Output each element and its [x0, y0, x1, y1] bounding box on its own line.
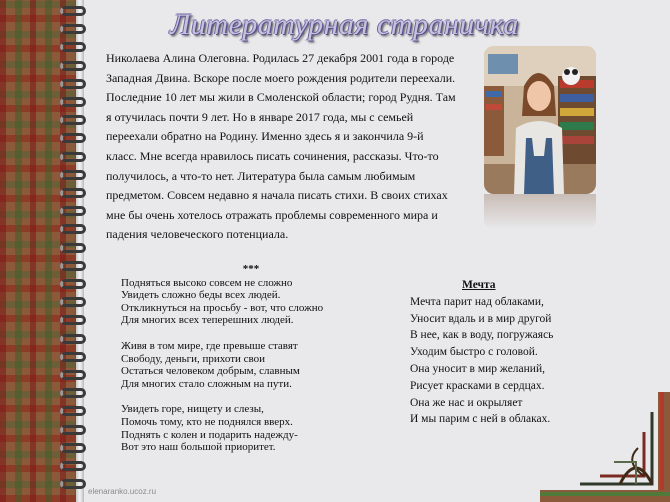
poem-line: Остаться человеком добрым, славным	[121, 365, 300, 378]
author-photo	[484, 46, 596, 194]
binding-ring	[60, 170, 86, 180]
binding-ring	[60, 461, 86, 471]
poem-line: Для многих всех теперешних людей.	[121, 314, 294, 327]
poem-untitled-title: ***	[242, 263, 260, 275]
binding-ring	[60, 79, 86, 89]
binding-ring	[60, 443, 86, 453]
binding-ring	[60, 97, 86, 107]
celtic-corner-ornament	[540, 392, 670, 502]
author-bio: Николаева Алина Олеговна. Родилась 27 декабря 2001 года в городе Западная Двина. Вскоре после моего рождения родители переехали. Последние 10 лет мы жили в Смоленской области; город Рудня. Там я отучилась почти 9 лет. Но в январе 2017 года, мы с семьей переехали обратно на Родину. Именно здесь я и закончила 9-й класс. Мне всегда нравилось писать сочинения, рассказы. Что-то получилось, а что-то нет. Литература была самым любимым предметом. Совсем недавно я начала писать стихи. В своих стихах мне бы очень хотелось отражать проблемы современного мира и падения человеческого потенциала.	[106, 51, 456, 242]
photo-reflection	[484, 194, 596, 230]
binding-ring	[60, 243, 86, 253]
poem-stanza	[121, 277, 381, 327]
binding-ring	[60, 115, 86, 125]
poem-line: Уходим быстро с головой.	[410, 346, 538, 359]
poem-line: Увидеть горе, нищету и слезы,	[121, 403, 264, 416]
binding-ring	[60, 388, 86, 398]
binding-ring	[60, 479, 86, 489]
binding-ring	[60, 152, 86, 162]
poem-line: Увидеть сложно беды всех людей.	[121, 289, 281, 302]
poem-mechta-title: Мечта	[462, 279, 496, 291]
poem-line: Живя в том мире, где превыше ставят	[121, 339, 298, 352]
poem-line: Она уносит в мир желаний,	[410, 362, 545, 375]
binding-ring	[60, 425, 86, 435]
binding-ring	[60, 261, 86, 271]
binding-ring	[60, 352, 86, 362]
poem-line: В нее, как в воду, погружаясь	[410, 329, 554, 342]
poem-line: Подняться высоко совсем не сложно	[121, 276, 293, 289]
poem-line: Мечта парит над облаками,	[410, 295, 544, 308]
binding-ring	[60, 370, 86, 380]
binding-ring	[60, 61, 86, 71]
binding-ring	[60, 315, 86, 325]
page-title: Литературная страничка	[170, 8, 519, 41]
binding-ring	[60, 297, 86, 307]
poem-line: И мы парим с ней в облаках.	[410, 413, 551, 426]
poem-line: Рисует красками в сердцах.	[410, 379, 545, 392]
binding-ring	[60, 206, 86, 216]
binding-ring	[60, 279, 86, 289]
poem-stanza	[121, 403, 381, 453]
binding-ring	[60, 334, 86, 344]
poem-line: Поднять с колен и подарить надежду-	[121, 428, 298, 441]
binding-ring	[60, 133, 86, 143]
poem-line: Уносит вдаль и в мир другой	[410, 312, 552, 325]
binding-ring	[60, 188, 86, 198]
poem-line: Свободу, деньги, прихоти свои	[121, 352, 266, 365]
binding-ring	[60, 406, 86, 416]
binding-ring	[60, 42, 86, 52]
poem-line: Вот это наш большой приоритет.	[121, 441, 276, 454]
poem-line: Откликнуться на просьбу - вот, что сложно	[121, 301, 324, 314]
poem-untitled	[121, 263, 381, 467]
poem-line: Она же нас и окрыляет	[410, 396, 523, 409]
binding-ring	[60, 6, 86, 16]
poem-line: Для многих стало сложным на пути.	[121, 377, 292, 390]
spiral-binding	[60, 0, 90, 502]
poem-line: Помочь тому, кто не поднялся вверх.	[121, 415, 293, 428]
website-watermark: elenaranko.ucoz.ru	[88, 487, 157, 496]
binding-ring	[60, 24, 86, 34]
author-photo-image	[484, 46, 596, 194]
poem-stanza	[121, 340, 381, 390]
binding-ring	[60, 224, 86, 234]
